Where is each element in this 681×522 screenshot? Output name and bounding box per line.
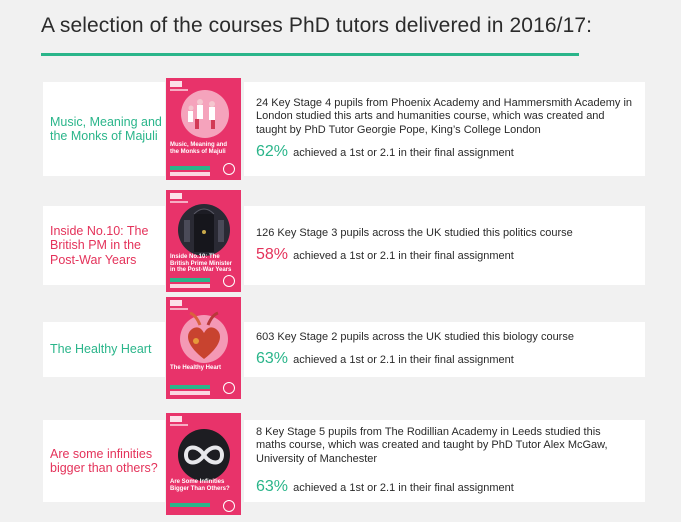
cover-logo-icon — [223, 163, 235, 175]
cover-title: Music, Meaning and the Monks of Majuli — [170, 142, 228, 155]
course-result-text-4: achieved a 1st or 2.1 in their final assignment — [293, 482, 514, 495]
course-description-2: 126 Key Stage 3 pupils across the UK studied this politics course — [256, 226, 573, 239]
course-name-3: The Healthy Heart — [43, 322, 165, 377]
cover-bar — [170, 503, 210, 507]
course-percent-3: 63% — [256, 350, 289, 368]
course-cover-3 — [166, 297, 241, 399]
title-underline — [41, 53, 579, 56]
course-info-1 — [244, 82, 645, 176]
course-result-1 — [256, 143, 633, 161]
cover-bar — [170, 278, 210, 282]
course-info-2 — [244, 206, 645, 285]
course-cover-2 — [166, 190, 241, 292]
cover-bar-secondary — [170, 284, 210, 288]
cover-bar — [170, 385, 210, 389]
course-name-2: Inside No.10: The British PM in the Post-War Years — [43, 206, 165, 285]
course-name-4: Are some infinities bigger than others? — [43, 420, 165, 502]
cover-logo-icon — [223, 500, 235, 512]
cover-bar-secondary — [170, 172, 210, 176]
page-title: A selection of the courses PhD tutors delivered in 2016/17: — [41, 14, 593, 37]
course-description-4: 8 Key Stage 5 pupils from The Rodillian Academy in Leeds studied this maths course, which was created and taught by PhD Tutor Alex McGaw, University of Manchester — [256, 425, 608, 465]
cover-logo-icon — [223, 275, 235, 287]
course-info-4 — [244, 420, 645, 502]
course-percent-2: 58% — [256, 246, 289, 264]
course-description-1: 24 Key Stage 4 pupils from Phoenix Academy and Hammersmith Academy in London studied this arts and humanities course, which was created and taught by PhD Tutor Georgie Pope, King’s College London — [256, 96, 633, 136]
cover-title: The Healthy Heart — [170, 365, 222, 371]
course-result-text-3: achieved a 1st or 2.1 in their final assignment — [293, 354, 514, 367]
course-cover-1 — [166, 78, 241, 180]
course-result-4 — [256, 478, 633, 496]
course-result-text-2: achieved a 1st or 2.1 in their final assignment — [293, 250, 514, 263]
cover-bar-secondary — [170, 391, 210, 395]
cover-bar — [170, 166, 210, 170]
course-description-3: 603 Key Stage 2 pupils across the UK studied this biology course — [256, 330, 574, 343]
course-percent-1: 62% — [256, 143, 289, 161]
cover-logo-icon — [223, 382, 235, 394]
course-info-3 — [244, 322, 645, 377]
course-result-2 — [256, 246, 633, 264]
course-name-1: Music, Meaning and the Monks of Majuli — [43, 82, 165, 176]
cover-title: Are Some Infinities Bigger Than Others? — [170, 479, 230, 492]
cover-title: Inside No.10: The British Prime Minister in the Post-War Years — [170, 254, 233, 273]
course-cover-4 — [166, 413, 241, 515]
course-percent-4: 63% — [256, 478, 289, 496]
course-result-3 — [256, 350, 633, 368]
course-result-text-1: achieved a 1st or 2.1 in their final assignment — [293, 147, 514, 160]
